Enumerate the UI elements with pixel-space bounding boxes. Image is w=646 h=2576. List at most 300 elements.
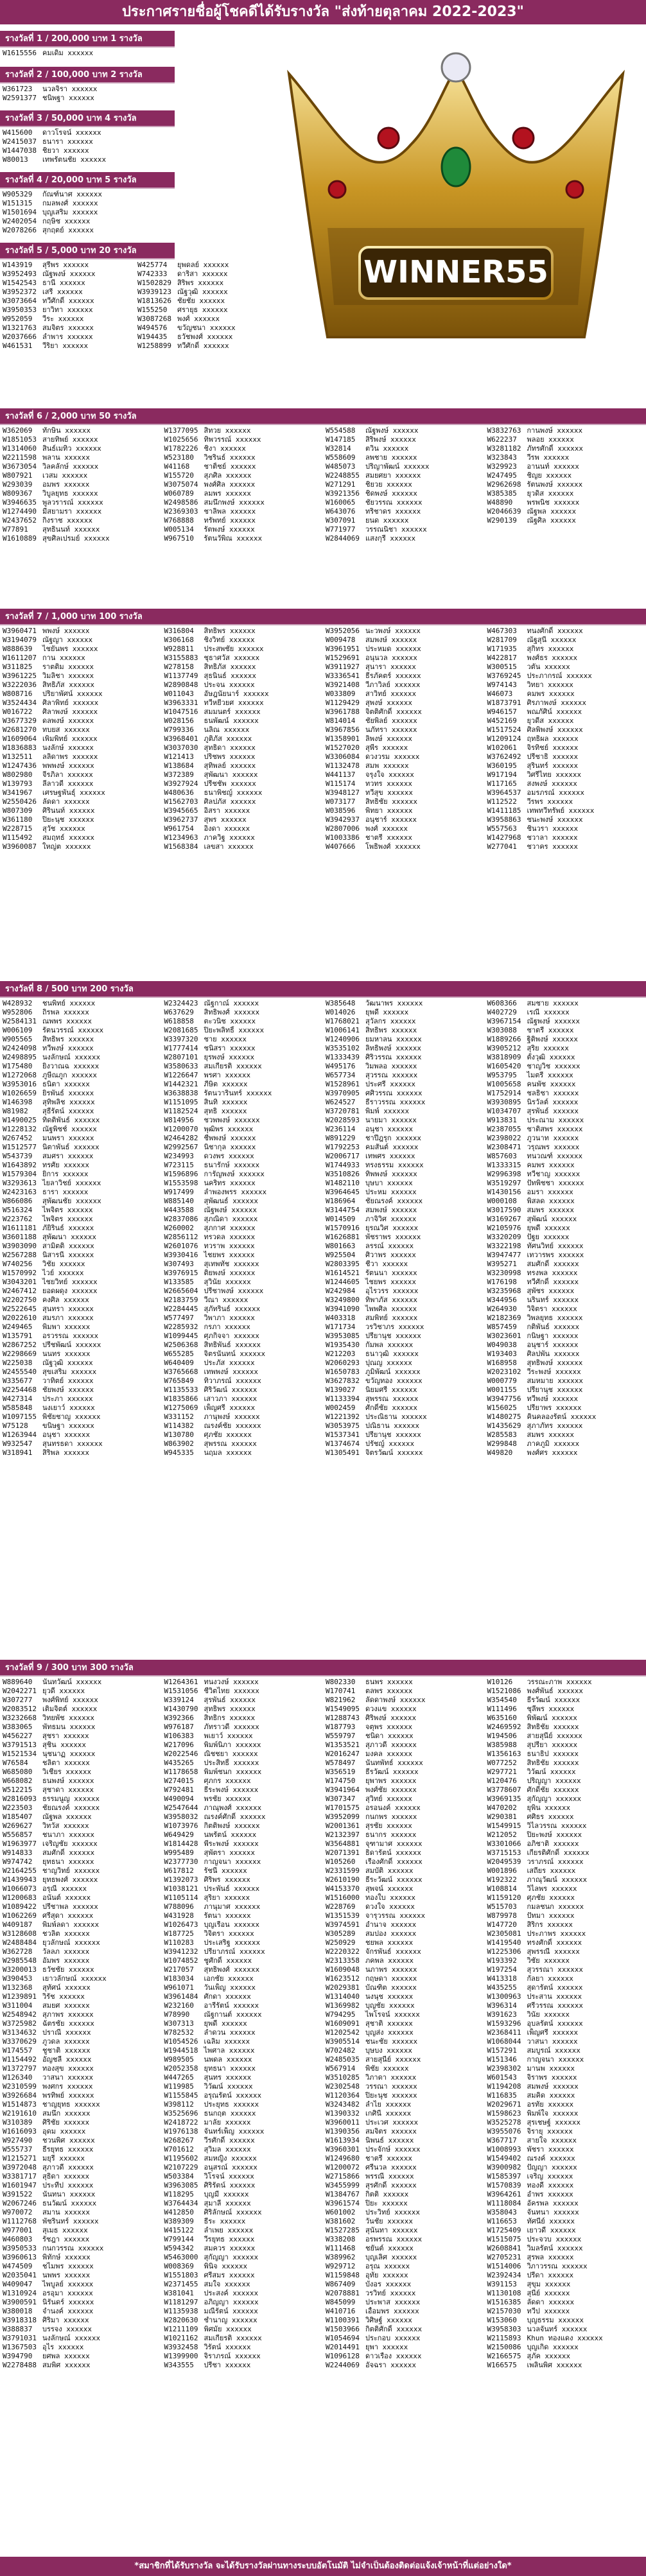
winner-entry [0,1260,162,1269]
member-name: นวลจันทร์ xxxxxx [527,2325,588,2333]
member-name: สุทิพลิช xxxxxx [42,1098,95,1106]
member-code: W2985548 [3,1956,37,1965]
member-name: ภาณุวัฒน์ xxxxxx [527,1875,588,1884]
winner-entry [323,681,485,690]
member-code: W802980 [3,770,33,779]
member-name: ฐิติพงษ์ xxxxxx [527,1035,578,1043]
member-code: W1272068 [3,1071,37,1079]
member-name: ศิลปภัส xxxxxx [204,797,256,806]
member-name: สุทธินนท์ xxxxxx [42,525,100,534]
member-name: บังอร xxxxxx [365,2280,412,2288]
winner-entry [485,1723,646,1732]
member-name: สุชรา xxxxxx [42,1732,89,1740]
member-code: W2067246 [3,2199,37,2207]
winner-entry [323,1377,485,1386]
member-code: W171935 [487,645,517,653]
member-name: สุภาพร xxxxxx [42,2010,94,2019]
winner-entry [323,2055,485,2064]
winner-entry [485,444,646,453]
member-name: ปณิธาน xxxxxx [365,1422,419,1430]
member-name: พัชรินทร์ xxxxxx [42,2217,99,2225]
winner-entry [0,1134,162,1143]
winner-entry [485,1323,646,1332]
winner-entry [485,2307,646,2316]
member-code: W925504 [326,1251,356,1259]
member-code: W1314060 [3,444,37,453]
member-code: W1447038 [3,146,37,155]
member-name: บุญเกิด xxxxxx [527,2343,579,2351]
member-name: สุรพันธ์ xxxxxx [204,1696,256,1704]
member-code: W723115 [164,1161,194,1169]
member-code: W260002 [164,1224,194,1232]
winner-entry [162,1089,324,1098]
member-name: ปรียานุช xxxxxx [365,1431,421,1439]
winner-entry [162,1395,324,1404]
winner-entry [0,208,175,217]
winner-entry [323,761,485,770]
member-code: W456227 [3,1732,33,1740]
member-code: W3976915 [164,1269,198,1277]
member-code: W2248855 [326,471,360,480]
member-code: W807309 [3,806,33,815]
member-code: W2681270 [3,726,37,734]
member-code: W3927924 [164,779,198,788]
member-name: สุภศิล xxxxxx [204,471,252,480]
member-code: W1066073 [3,1884,37,1893]
winner-entry [0,1053,162,1062]
member-name: ธนาวุฒิ xxxxxx [365,1350,419,1358]
member-code: W1549915 [487,1822,521,1830]
member-name: วาสนา xxxxxx [42,2073,94,2082]
winner-entry [162,681,324,690]
member-code: W1263944 [3,1431,37,1439]
member-name: ณัฐพงษ์ xxxxxx [527,1017,581,1025]
member-name: ไพจิตร xxxxxx [42,1215,93,1223]
member-name: ศรีสมร xxxxxx [204,2271,255,2279]
member-code: W3961484 [164,1992,198,2001]
winner-entry [485,2316,646,2325]
member-code: W3967856 [326,726,360,734]
member-name: ดลพงษ์ xxxxxx [42,717,94,725]
member-name: ธนกฤต xxxxxx [204,2109,256,2118]
member-name: กาญจนา xxxxxx [527,2055,584,2064]
winner-entry [485,1974,646,1983]
member-name: สุนันทา xxxxxx [365,2226,418,2234]
member-code: W617812 [164,1867,194,1875]
winner-entry [323,842,485,851]
member-name: แสงกุรี xxxxxx [365,534,416,543]
member-code: W323843 [487,453,517,462]
member-code: W3946635 [3,498,37,507]
member-code: W2856112 [164,1233,198,1241]
member-code: W2105976 [487,1224,521,1232]
member-name: ประสิทธิ์ xxxxxx [204,1759,259,1767]
winner-entry [0,1920,162,1929]
winner-entry [485,788,646,797]
member-name: อภิชาติ xxxxxx [527,1840,579,1848]
winner-entry [0,471,162,480]
member-name: พิมพ์นิภา xxxxxx [204,1741,261,1749]
member-code: W381602 [326,2217,356,2225]
member-code: W2369303 [164,507,198,516]
member-code: W1935430 [326,1341,360,1349]
winner-entry [323,2064,485,2073]
member-name: สุธิดา xxxxxx [42,2172,90,2180]
member-name: บัณฑิต xxxxxx [365,1983,417,1992]
member-name: สุเทพทัช xxxxxx [204,1260,259,1268]
winner-entry [0,1786,162,1795]
member-code: W264930 [487,1305,517,1313]
winner-entry [0,2172,162,2181]
winner-entry [323,525,485,534]
winner-entry [0,2001,162,2010]
member-code: W2150086 [487,2343,521,2351]
member-code: W1182524 [164,1107,198,1115]
member-name: วาทิตย์ xxxxxx [42,1377,94,1385]
member-code: W1514006 [487,2262,521,2270]
member-name: วิไลวรรณ xxxxxx [527,1822,587,1830]
member-name: วิวัฒน์ xxxxxx [204,2082,253,2091]
member-code: W1026473 [164,1920,198,1929]
member-name: สุนทร xxxxxx [204,2073,252,2082]
member-code: W3950353 [3,306,37,314]
winner-entry [0,1323,162,1332]
member-code: W3519297 [487,1179,521,1187]
winner-entry [485,2361,646,2370]
member-code: W952806 [3,1008,33,1016]
member-code: W888639 [3,645,33,653]
member-code: W2302548 [326,2082,360,2091]
member-name: บุญธรรม xxxxxx [527,2316,584,2324]
winner-entry [0,453,162,462]
member-code: W392366 [164,1714,194,1722]
member-name: สุพัฒนชัย xxxxxx [42,1197,101,1205]
member-code: W318941 [3,1449,33,1457]
member-code: W410716 [326,2307,356,2315]
member-name: สมชาย xxxxxx [527,999,579,1007]
member-name: ยุพา xxxxxx [365,2343,408,2351]
winner-entry [162,1431,324,1440]
winner-entry [0,94,175,103]
member-code: W808716 [3,690,33,698]
member-code: W077252 [487,1759,517,1767]
member-code: W2522645 [3,1305,37,1313]
member-code: W577497 [164,1314,194,1322]
member-code: W80013 [3,155,28,164]
member-name: สงพงษ์ xxxxxx [527,779,577,788]
member-code: W441137 [326,770,356,779]
member-name: ชาญวิทย์ xxxxxx [42,1867,100,1875]
winner-entry [0,1431,162,1440]
member-code: W310389 [3,2118,33,2127]
member-name: สุรีพร xxxxxx [42,261,89,269]
winner-entry [0,1422,162,1431]
winner-entry [323,2118,485,2127]
winner-entry [162,1251,324,1260]
member-name: เทพพงษ์ xxxxxx [204,1368,258,1376]
winner-entry [0,999,162,1008]
member-code: W1521086 [487,1687,521,1695]
member-code: W395271 [487,1260,517,1268]
winner-entry [323,2298,485,2307]
winner-entry [0,1170,162,1179]
member-code: W799336 [164,726,194,734]
member-code: W2305081 [487,1929,521,1938]
member-code: W1333439 [326,1053,360,1061]
member-code: W1515075 [487,2235,521,2243]
winner-entry [162,1902,324,1911]
winner-entry [162,1705,324,1714]
member-name: สมพร xxxxxx [527,1431,574,1439]
member-name: สุพจน์ xxxxxx [365,1884,414,1893]
winner-entry [162,1386,324,1395]
member-code: W176198 [487,1278,517,1286]
member-name: ณรงค์ xxxxxx [527,2154,575,2163]
member-name: จิรายุ xxxxxx [527,2127,573,2136]
member-name: พงศ์ศิล xxxxxx [204,480,256,489]
member-code: W250929 [326,1938,356,1947]
member-name: ภคพล xxxxxx [365,1956,414,1965]
member-name: พรศา xxxxxx [204,1071,251,1079]
winner-entry [0,279,135,288]
winner-entry [323,1696,485,1705]
section-heading: รางวัลที่ 6 / 2,000 บาท 50 รางวัล [0,408,646,425]
member-name: สมมนตร์ xxxxxx [204,708,261,716]
winner-entry [323,453,485,462]
winner-entry [0,1804,162,1813]
winner-entry [485,1143,646,1152]
winner-entry [162,1840,324,1849]
winner-entry [323,1305,485,1314]
member-name: อนันต์ xxxxxx [42,1893,91,1902]
member-name: ธิดารัตน์ xxxxxx [365,1849,421,1857]
member-name: ยิ่งวาณฉ xxxxxx [42,1062,100,1070]
member-name: ประพันธ์ xxxxxx [204,1884,260,1893]
member-name: สุทิพลย์ xxxxxx [204,761,256,770]
winner-entry [485,1260,646,1269]
member-name: วีรพ xxxxxx [527,453,570,462]
member-code: W863902 [164,1440,194,1448]
logo-text: WINNER55 [363,254,548,290]
winner-entry [485,1849,646,1858]
member-name: ภูมิพัฒน์ xxxxxx [365,1368,421,1376]
member-name: อภิญญา xxxxxx [204,2298,259,2306]
member-name: บุญเสริม xxxxxx [42,208,98,216]
member-name: อรพรรณ xxxxxx [365,2235,423,2243]
winner-entry [0,1813,162,1822]
member-code: W2029671 [487,2100,521,2109]
member-code: W402729 [487,1008,517,1016]
member-name: วิมลิชา xxxxxx [42,672,94,680]
member-name: ลำไย xxxxxx [365,2100,412,2109]
member-code: W46073 [487,690,513,698]
member-code: W3818909 [487,1053,521,1061]
member-name: อัมพร xxxxxx [42,1956,90,1965]
member-name: สุกิทร xxxxxx [527,645,574,653]
member-name: ประสพชัย xxxxxx [204,645,264,653]
member-code: W2506368 [164,1341,198,1349]
member-code: W792481 [164,1786,194,1794]
member-code: W765849 [164,1377,194,1385]
member-name: บุษบง xxxxxx [365,2046,412,2055]
member-name: กติพันธ์ xxxxxx [527,1323,580,1331]
member-code: W1200070 [164,1125,198,1133]
member-code: W10126 [487,1678,513,1686]
member-code: W905329 [3,190,33,198]
winner-entry [0,717,162,726]
winner-entry [323,663,485,672]
member-code: W305289 [326,1929,356,1938]
member-name: นิยมศรี xxxxxx [365,1386,417,1394]
member-code: W1209124 [487,735,521,743]
member-name: ไพศาล xxxxxx [204,2046,255,2055]
winner-entry [0,1768,162,1777]
winner-entry [323,690,485,699]
member-code: W970072 [3,2208,33,2216]
winner-entry [323,498,485,507]
winner-entry [323,1947,485,1956]
member-name: กฤษิช xxxxxx [42,217,91,225]
member-code: W3941232 [164,1947,198,1956]
member-code: W1258899 [137,342,171,350]
member-name: ดาริสา xxxxxx [177,270,228,278]
member-code: W3293613 [3,1179,37,1187]
winner-entry [485,2136,646,2145]
member-code: W335677 [3,1377,33,1385]
member-code: W48890 [487,498,513,507]
member-code: W3911927 [326,663,360,671]
member-code: W385988 [487,1741,517,1749]
member-code: W1228132 [3,1125,37,1133]
winner-entry [485,1152,646,1161]
member-code: W3023601 [487,1332,521,1340]
member-name: สุพรรณ xxxxxx [204,1440,257,1448]
winner-entry [485,1116,646,1125]
member-name: ชวาลา xxxxxx [527,833,578,842]
member-name: พงศ์ xxxxxx [177,315,220,323]
winner-entry [0,333,135,342]
member-code: W516324 [3,1206,33,1214]
winner-entry [485,1696,646,1705]
member-name: สุธนินธ์ xxxxxx [204,672,257,680]
winner-entry [162,2262,324,2271]
winner-entry [323,1278,485,1287]
member-name: ดวงพร xxxxxx [204,1152,254,1160]
member-code: W1384767 [326,2190,360,2198]
member-code: W197254 [487,1965,517,1974]
member-name: ประยุทธ xxxxxx [204,2100,259,2109]
member-code: W443588 [164,1206,194,1214]
winner-entry [162,2298,324,2307]
member-name: ชำนาญ xxxxxx [204,2316,258,2324]
winner-entry [485,1938,646,1947]
member-code: W3939123 [137,288,171,296]
member-name: สุภาวดี xxxxxx [42,2163,94,2171]
member-code: W76584 [3,1759,28,1767]
member-name: วิภาวรรณ xxxxxx [527,2262,588,2270]
member-name: ดวงแข xxxxxx [365,1705,417,1713]
winner-entry [0,288,135,297]
member-code: W234993 [164,1152,194,1160]
member-name: อรอุมา xxxxxx [42,2289,93,2297]
winner-entry [162,1413,324,1422]
member-name: อุบลรัตน์ xxxxxx [527,2019,583,2028]
member-name: วราภรณ์ xxxxxx [527,1858,584,1866]
winner-entry [485,2226,646,2235]
member-code: W807921 [3,471,33,480]
member-name: ธวัชชัย xxxxxx [42,1965,94,1974]
member-code: W415600 [3,128,33,137]
winner-entry [0,1867,162,1875]
member-name: วีรศักดิ์ xxxxxx [204,2136,255,2145]
winner-entry [485,1804,646,1813]
member-name: พงศ์ xxxxxx [365,824,408,833]
member-code: W801663 [326,1242,356,1250]
member-code: W4153370 [326,1884,360,1893]
member-name: วีรยุทธ xxxxxx [204,2235,255,2243]
member-code: W668082 [3,1777,33,1785]
member-name: ยุพาพร xxxxxx [365,1777,417,1785]
member-name: ใหญ่ต xxxxxx [42,842,91,851]
member-code: W1374674 [326,1440,360,1448]
member-name: วีรพร xxxxxx [527,797,573,806]
winner-entry [162,645,324,654]
member-code: W3370629 [3,2037,37,2046]
member-name: ณพพร xxxxxx [42,1017,92,1025]
winner-entry [323,2037,485,2046]
member-code: W2244069 [326,2361,360,2369]
winner-entry [162,1723,324,1732]
member-code: W601543 [487,2073,517,2082]
member-code: W3942937 [326,815,360,824]
member-code: W1225306 [487,1947,521,1956]
member-name: ดาวเรือง xxxxxx [365,2352,422,2360]
member-code: W601002 [326,2208,356,2216]
winner-entry [323,1440,485,1449]
member-code: W1542543 [3,279,37,287]
winner-entry [0,1278,162,1287]
member-name: คมพร xxxxxx [527,690,575,698]
member-code: W135791 [3,1332,33,1340]
member-code: W1068044 [487,2037,521,2046]
member-code: W1305491 [326,1449,360,1457]
winner-entry [323,1723,485,1732]
member-code: W701612 [164,2145,194,2154]
member-name: สุวิมล xxxxxx [204,2145,251,2154]
member-name: ศรีสุดา xxxxxx [42,1911,94,1920]
member-name: ยุวลักษณ์ xxxxxx [42,1938,100,1947]
winner-entry [162,1062,324,1071]
member-name: ภัยิรินธ์ xxxxxx [42,1224,94,1232]
winner-entry [485,1813,646,1822]
member-code: W928811 [164,645,194,653]
winner-entry [0,753,162,761]
member-name: ทัศนวิทย์ xxxxxx [527,1242,584,1250]
member-code: W3950533 [3,2244,37,2252]
winner-entry [323,2073,485,2082]
member-code: W2488484 [3,1938,37,1947]
member-name: สุปรียา xxxxxx [527,1741,578,1749]
member-name: ชนิดา xxxxxx [365,1732,414,1740]
winner-entry [485,2271,646,2280]
winner-entry [485,1884,646,1893]
member-code: W1074852 [164,1956,198,1965]
winner-entry [323,1359,485,1368]
winner-list [0,627,646,851]
member-name: ลำดวน xxxxxx [204,2028,256,2037]
winner-entry [323,1386,485,1395]
member-name: สายสุนีย์ xxxxxx [365,2055,421,2064]
